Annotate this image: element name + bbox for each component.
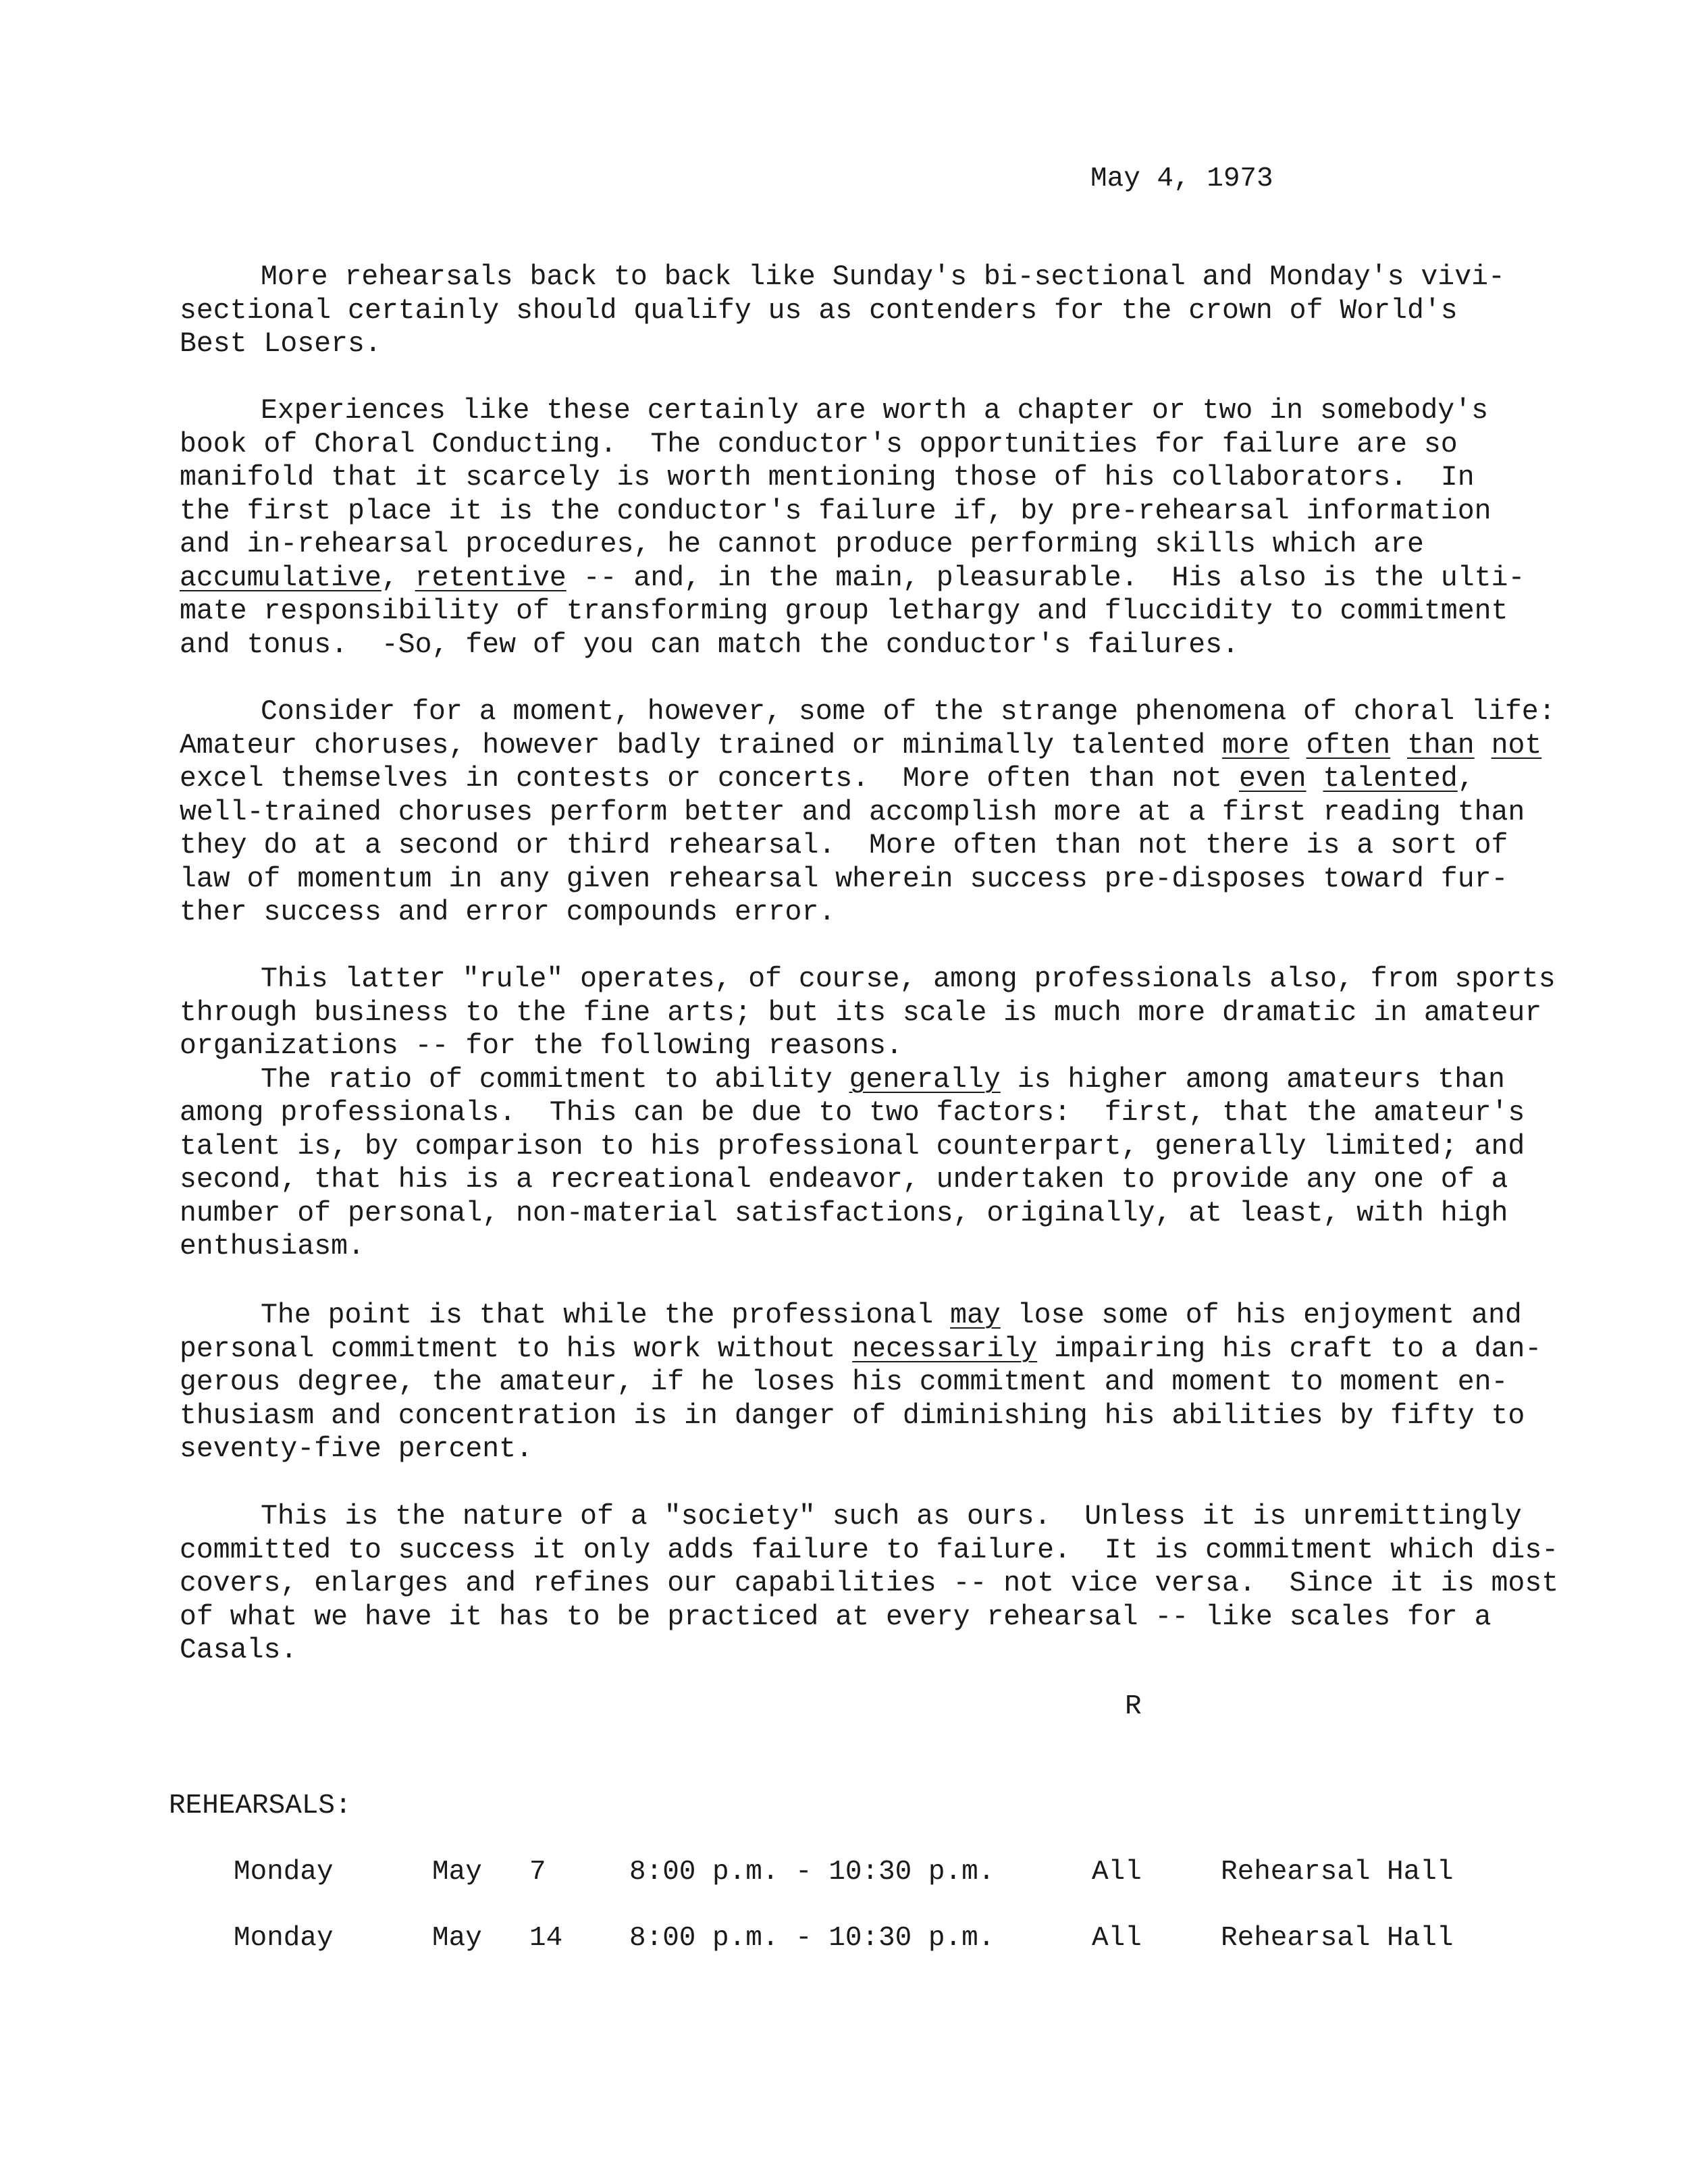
rehearsal-row bbox=[0, 1857, 1688, 1897]
underlined-word: talented bbox=[1323, 763, 1458, 795]
paragraph-line-underlined: The point is that while the professional may lose some of his enjoyment and bbox=[261, 1300, 1522, 1331]
paragraph-2 bbox=[180, 394, 1537, 662]
underlined-word: accumulative bbox=[180, 562, 381, 594]
paragraph-line: and in-rehearsal procedures, he cannot produce performing skills which are bbox=[180, 529, 1424, 560]
rehearsal-month: May bbox=[432, 1857, 482, 1888]
paragraph-line: covers, enlarges and refines our capabilities -- not vice versa. Since it is most bbox=[180, 1568, 1559, 1599]
letter-date: May 4, 1973 bbox=[1090, 163, 1273, 194]
paragraph-line: This is the nature of a "society" such as ours. Unless it is unremittingly bbox=[261, 1501, 1522, 1533]
paragraph-line: ther success and error compounds error. bbox=[180, 897, 836, 928]
paragraph-line-underlined: The ratio of commitment to ability generally is higher among amateurs than bbox=[261, 1063, 1505, 1096]
rehearsal-time: 8:00 p.m. - 10:30 p.m. bbox=[629, 1857, 995, 1888]
paragraph-line: sectional certainly should qualify us as contenders for the crown of World's bbox=[180, 294, 1458, 327]
paragraph-line: Casals. bbox=[180, 1634, 298, 1666]
rehearsal-month: May bbox=[432, 1923, 482, 1954]
underlined-word: retentive bbox=[415, 562, 566, 594]
rehearsal-date: 7 bbox=[529, 1857, 546, 1888]
rehearsal-time: 8:00 p.m. - 10:30 p.m. bbox=[629, 1923, 995, 1954]
rehearsal-location: Rehearsal Hall bbox=[1221, 1857, 1454, 1888]
rehearsal-date: 14 bbox=[529, 1923, 563, 1954]
paragraph-6 bbox=[180, 1500, 1559, 1668]
underlined-word: not bbox=[1491, 729, 1542, 762]
underlined-word: than bbox=[1407, 729, 1475, 762]
paragraph-line: book of Choral Conducting. The conductor's opportunities for failure are so bbox=[180, 428, 1458, 460]
paragraph-line: of what we have it has to be practiced at every rehearsal -- like scales for a bbox=[180, 1601, 1492, 1633]
paragraph-line: Best Losers. bbox=[180, 328, 381, 360]
paragraph-line: talent is, by comparison to his professional counterpart, generally limited; and bbox=[180, 1130, 1525, 1163]
paragraph-line: committed to success it only adds failure to failure. It is commitment which dis- bbox=[180, 1534, 1559, 1566]
paragraph-line: Experiences like these certainly are worth a chapter or two in somebody's bbox=[261, 395, 1488, 427]
rehearsal-day: Monday bbox=[234, 1923, 334, 1954]
underlined-word: often bbox=[1306, 729, 1391, 762]
paragraph-line: and tonus. -So, few of you can match the conductor's failures. bbox=[180, 629, 1239, 661]
paragraph-line: enthusiasm. bbox=[180, 1231, 365, 1262]
paragraph-5 bbox=[180, 1299, 1542, 1466]
paragraph-line: organizations -- for the following reasons. bbox=[180, 1030, 903, 1062]
rehearsal-row bbox=[0, 1923, 1688, 1963]
rehearsal-day: Monday bbox=[234, 1857, 334, 1888]
paragraph-line: More rehearsals back to back like Sunday's bi-sectional and Monday's vivi- bbox=[261, 261, 1505, 293]
paragraph-line: Consider for a moment, however, some of the strange phenomena of choral life: bbox=[261, 696, 1556, 728]
paragraph-line: thusiasm and concentration is in danger of diminishing his abilities by fifty to bbox=[180, 1400, 1525, 1432]
paragraph-line: manifold that it scarcely is worth mentioning those of his collaborators. In bbox=[180, 462, 1475, 494]
paragraph-line: This latter "rule" operates, of course, among professionals also, from sports bbox=[261, 963, 1556, 995]
paragraph-line: mate responsibility of transforming group lethargy and fluccidity to commitment bbox=[180, 595, 1508, 627]
underlined-word: even bbox=[1238, 763, 1307, 795]
paragraph-line: seventy-five percent. bbox=[180, 1433, 533, 1465]
paragraph-line: the first place it is the conductor's failure if, by pre-rehearsal information bbox=[180, 495, 1492, 527]
underlined-word: more bbox=[1222, 729, 1290, 762]
paragraph-1 bbox=[180, 261, 1537, 361]
rehearsals-heading: REHEARSALS: bbox=[169, 1790, 352, 1821]
paragraph-line: well-trained choruses perform better and accomplish more at a first reading than bbox=[180, 796, 1525, 828]
paragraph-line-underlined: Amateur choruses, however badly trained or minimally talented more often than not bbox=[180, 729, 1542, 762]
rehearsal-group: All bbox=[1092, 1857, 1142, 1888]
paragraph-4 bbox=[180, 963, 1556, 1264]
underlined-word: generally bbox=[849, 1063, 1001, 1096]
paragraph-line-underlined: personal commitment to his work without necessarily impairing his craft to a dan- bbox=[180, 1333, 1542, 1365]
paragraph-line: they do at a second or third rehearsal. More often than not there is a sort of bbox=[180, 830, 1508, 861]
paragraph-line-underlined: accumulative, retentive -- and, in the main, pleasurable. His also is the ulti- bbox=[180, 562, 1525, 594]
paragraph-line: gerous degree, the amateur, if he loses his commitment and moment to moment en- bbox=[180, 1366, 1508, 1398]
paragraph-line: law of momentum in any given rehearsal wherein success pre-disposes toward fur- bbox=[180, 863, 1508, 895]
underlined-word: necessarily bbox=[852, 1333, 1038, 1365]
paragraph-line: through business to the fine arts; but its scale is much more dramatic in amateur bbox=[180, 996, 1542, 1029]
rehearsal-location: Rehearsal Hall bbox=[1221, 1923, 1454, 1954]
underlined-word: may bbox=[950, 1300, 1001, 1331]
paragraph-line: among professionals. This can be due to two factors: first, that the amateur's bbox=[180, 1097, 1525, 1129]
paragraph-line: second, that his is a recreational endeavor, undertaken to provide any one of a bbox=[180, 1164, 1508, 1196]
paragraph-line-underlined: excel themselves in contests or concerts. More often than not even talented, bbox=[180, 763, 1475, 795]
paragraph-line: number of personal, non-material satisfactions, originally, at least, with high bbox=[180, 1197, 1508, 1229]
paragraph-3 bbox=[180, 695, 1556, 930]
rehearsal-group: All bbox=[1092, 1923, 1142, 1954]
signoff-initial: R bbox=[1125, 1691, 1142, 1722]
